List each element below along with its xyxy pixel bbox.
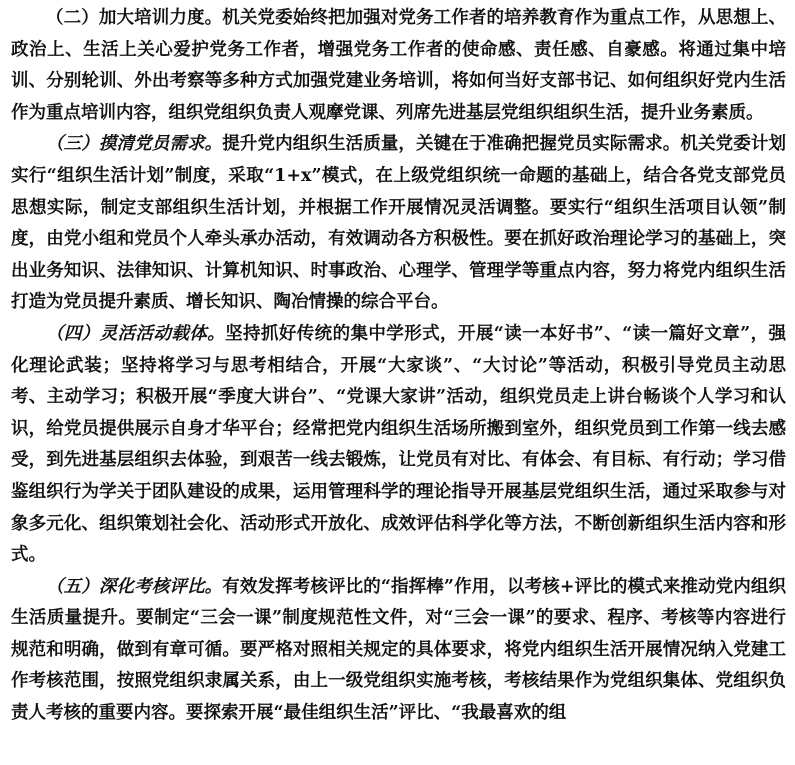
document-page <box>11 3 786 730</box>
paragraph-heading: （四）灵活活动载体。 <box>46 323 226 344</box>
paragraph-member-needs <box>11 129 786 319</box>
paragraph-heading: （三）摸清党员需求。 <box>46 134 223 155</box>
paragraph-activity-carriers <box>11 319 786 572</box>
paragraph-training <box>11 3 786 129</box>
paragraph-body: 坚持抓好传统的集中学形式，开展“读一本好书”、“读一篇好文章”，强化理论武装；坚持将学习与思考相结合，开展“大家谈”、“大讨论”等活动，积极引导党员主动思考、主动学习；积极开展“季度大讲台”、“党课大家讲”活动，组织党员走上讲台畅谈个人学习和认识，给党员提供展示自身才华平台；经常把党内组织生活场所搬到室外，组织党员到工作第一线去感受，到先进基层组织去体验，到艰苦一线去锻炼，让党员有对比、有体会、有目标、有行动；学习借鉴组织行为学关于团队建设的成果，运用管理科学的理论指导开展基层党组织生活，通过采取参与对象多元化、组织策划社会化、活动形式开放化、成效评估科学化等方法，不断创新组织生活内容和形式。 <box>11 323 787 566</box>
paragraph-heading: （五）深化考核评比。 <box>46 576 223 597</box>
paragraph-body: 有效发挥考核评比的“指挥棒”作用，以考核+评比的模式来推动党内组织生活质量提升。要制定“三会一课”制度规范性文件，对“三会一课”的要求、程序、考核等内容进行规范和明确，做到有章可循。要严格对照相关规定的具体要求，将党内组织生活开展情况纳入党建工作考核范围，按照党组织隶属关系，由上一级党组织实施考核，考核结果作为党组织集体、党组织负责人考核的重要内容。要探索开展“最佳组织生活”评比、“我最喜欢的组 <box>11 576 787 724</box>
paragraph-assessment <box>11 572 786 730</box>
paragraph-body: 机关党委始终把加强对党务工作者的培养教育作为重点工作，从思想上、政治上、生活上关心爱护党务工作者，增强党务工作者的使命感、责任感、自豪感。将通过集中培训、分别轮训、外出考察等多种方式加强党建业务培训，将如何当好支部书记、如何组织好党内生活作为重点培训内容，组织党组织负责人观摩党课、列席先进基层党组织组织生活，提升业务素质。 <box>11 8 786 123</box>
paragraph-heading: （二）加大培训力度。 <box>46 8 223 28</box>
paragraph-body: 提升党内组织生活质量，关键在于准确把握党员实际需求。机关党委计划实行“组织生活计划”制度，采取“1+x”模式，在上级党组织统一命题的基础上，结合各党支部党员思想实际，制定支部组织生活计划，并根据工作开展情况灵活调整。要实行“组织生活项目认领”制度，由党小组和党员个人牵头承办活动，有效调动各方积极性。要在抓好政治理论学习的基础上，突出业务知识、法律知识、计算机知识、时事政治、心理学、管理学等重点内容，努力将党内组织生活打造为党员提升素质、增长知识、陶冶情操的综合平台。 <box>11 134 786 313</box>
